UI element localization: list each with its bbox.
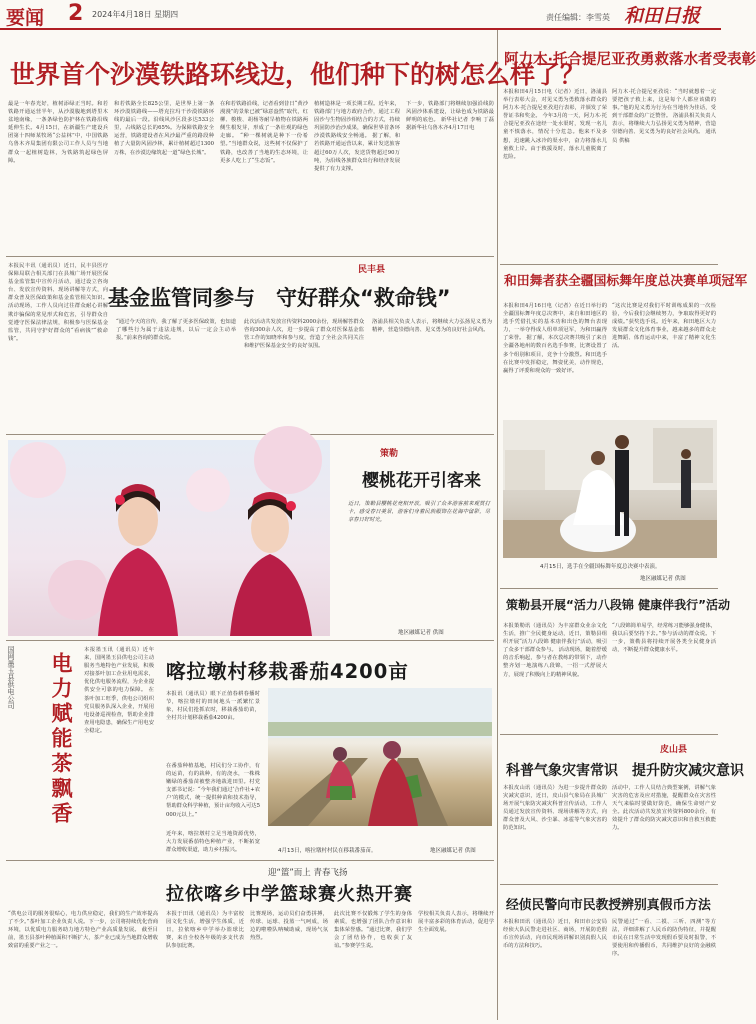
editor-credit: 责任编辑：李雪英 xyxy=(546,13,610,22)
a9-col1: 本报墨玉讯（通讯员）近年来，国网墨玉县供电公司主动服务当地特色产业发展，积极对接茶叶加工企业用电需求，优化供电服务流程，为企业提供安全可靠的电力保障。 在茶叶加工旺季，供电公司组织党员服务队深入企业，开展用电设备巡视检查，帮助企业排查用电隐患，确保生产用电安全稳定。 xyxy=(84,647,154,734)
a7-col1: 本报皮山讯（通讯员）为进一步提升群众防灾减灾意识，近日，皮山县气象局在县城广场开展气象防灾减灾科普宣传活动，工作人员通过发放宣传资料、现场讲解等方式，向群众普及大风、沙尘暴、冰雹等气象灾害的防范知识。 xyxy=(503,785,607,832)
a11-col4: 学校相关负责人表示，将继续开展丰富多彩的体育活动，促进学生全面发展。 xyxy=(418,911,494,934)
a3-col1: 本报和田4月16日电（记者）在近日举行的全疆国标舞年度总决赛中，来自和田地区的选手凭借扎实的基本功和出色的舞台表现力，一举夺得成人组单项冠军，为和田赢得了荣誉。 据了解，本次总决赛共吸引了来自全疆各地州的数百名选手参赛，比赛设置了多个组别和项目，竞争十分激烈。和田选手在比赛中发挥稳定，舞姿优美，动作规范，赢得了评委和观众的一致好评。 xyxy=(503,303,607,374)
column-divider-main xyxy=(497,30,498,1020)
a3-caption: 4月15日，选手在全疆国标舞年度总决赛中表演。 xyxy=(540,564,661,570)
divider-2 xyxy=(6,434,494,435)
a4-col3: 此次活动共发放宣传资料2000余份，现场解答群众咨询300余人次，进一步提高了群众对医保基金监管工作的知晓率和参与度，营造了全社会共同关注和维护医保基金安全的良好氛围。 xyxy=(244,319,364,350)
a9-vertical-title: 电力赋能茶飘香 xyxy=(49,652,73,827)
a8-col2: 民警通过“一看、二摸、三听、四测”等方法，详细讲解了人民币的防伪特征，并提醒市民在日常生活中发现假币要及时报警，不要使用和传播假币，共同维护良好的金融秩序。 xyxy=(612,919,716,958)
a1-source: 新华社记者 李响 丁磊 据新华社乌鲁木齐4月17日电 xyxy=(406,117,494,132)
a11-title: 拉依喀乡中学篮球赛火热开赛 xyxy=(166,884,413,905)
a7-county-label: 皮山县 xyxy=(660,745,688,755)
a5-title: 樱桃花开引客来 xyxy=(362,471,481,491)
a4-col2: “通过今天的宣传，我了解了更多医保政策，也知道了哪些行为属于违法违规，以后一定会主动举报。”前来咨询的群众说。 xyxy=(116,319,236,342)
a5-credit: 地区融媒记者 供图 xyxy=(398,630,444,636)
page-header xyxy=(0,0,721,30)
a6-title: 策勒县开展“活力八段锦 健康伴我行”活动 xyxy=(506,598,730,612)
a5-county-label: 策勒 xyxy=(380,449,399,459)
a1-col1: 最是一年春光好，植树添绿正当时。和若铁路开通运营半年，从沙漠腹地到塔里木盆地南缘，一条条绿色防护林在铁路沿线延伸生长。4月15日，在新疆生产建设兵团第十四师某牧场“公益林”中，中国铁路乌鲁木齐局集团有限公司工作人员与当地群众一起植树造林，为铁路筑起绿色屏障。 xyxy=(8,101,108,164)
a11-col2: 比赛现场，运动员们奋勇拼搏，传球、运球、投篮一气呵成，场边的啦啦队呐喊助威，现场气氛热烈。 xyxy=(250,911,328,942)
divider-4 xyxy=(6,860,494,861)
a1-col4: 植树造林是一项长期工程。近年来，铁路部门与地方政府合作，通过工程固沙与生物固沙相结合的方式，持续巩固防沙治沙成果，确保世界首条环沙漠铁路线安全畅通。 据了解，和若铁路开通运营以来，累计发送旅客超过60万人次，发送货物超过90万吨，为沿线各族群众出行和经济发展提供了有力支撑。 xyxy=(314,101,400,172)
a11-col3: 此次比赛不仅锻炼了学生的身体素质，也增强了团队合作意识和集体荣誉感。“通过比赛，我们学会了团结协作，也收获了友谊。”参赛学生说。 xyxy=(334,911,412,950)
a3-dance-photo xyxy=(503,420,717,558)
a10-title: 喀拉墩村移栽番茄4200亩 xyxy=(166,660,409,683)
cherry-blossom-illustration xyxy=(8,440,330,636)
dancers-illustration xyxy=(503,420,717,558)
a4-col4: 洛浦县相关负责人表示，将继续大力弘扬见义勇为精神，营造崇德向善、见义勇为的良好社会风尚。 xyxy=(372,319,492,334)
a5-cherry-photo xyxy=(8,440,330,636)
a2-col2: 阿力木·托合提尼亚孜说：“当时就想着一定要把孩子救上来，这是每个人都应该做的事。”他的见义勇为行为在当地传为佳话，受到干部群众的广泛赞誉。 洛浦县相关负责人表示，将继续大力弘扬见义勇为精神，营造崇德向善、见义勇为的良好社会风尚。 通讯员 供稿 xyxy=(612,89,716,144)
a9-sidebar-org: 国网墨玉县供电公司 xyxy=(7,646,15,709)
divider-r4 xyxy=(500,884,718,885)
a1-title: 世界首个沙漠铁路环线边，他们种下的树怎么样了？ xyxy=(10,60,586,89)
a10-col1: 本报讯（通讯员）眼下正值春耕春播时节，喀拉墩村的田间地头一派繁忙景象，村民们抢抓农时，移栽番茄幼苗，全村共计划移栽番茄4200亩。 xyxy=(166,691,260,722)
tomato-planting-illustration xyxy=(268,688,492,826)
a11-kicker: 迎“篮”而上 青春飞扬 xyxy=(268,868,348,878)
a3-col2: “这次比赛是对我们平时训练成果的一次检验，今后我们会继续努力，争取取得更好的成绩。”获奖选手说。近年来，和田地区大力发展群众文化体育事业，越来越多的群众走进舞蹈、体育运动中来，丰富了精神文化生活。 xyxy=(612,303,716,350)
divider-r2 xyxy=(500,588,718,589)
a4-county-label: 民丰县 xyxy=(358,265,386,275)
a1-col5: 下一步，铁路部门将继续加强沿线防风固沙体系建设，让绿色成为铁路最鲜明的底色。 新华社记者 李响 丁磊 据新华社乌鲁木齐4月17日电 xyxy=(406,101,494,132)
a7-col2: 活动中，工作人员结合典型案例，讲解气象灾害的危害及应对措施，提醒群众在灾害性天气来临时要做好防范，确保生命财产安全。此次活动共发放宣传资料800余份，有效提升了群众的防灾减灾意识和自救互救能力。 xyxy=(612,785,716,832)
a2-title: 阿力木·托合提尼亚孜勇救落水者受表彰 xyxy=(504,52,756,68)
issue-date: 2024年4月18日 星期四 xyxy=(92,10,179,19)
a7-title: 科普气象灾害常识 提升防灾减灾意识 xyxy=(506,763,744,779)
divider-1 xyxy=(6,256,494,257)
a8-title: 经侦民警向市民教授辨别真假币方法 xyxy=(506,898,711,913)
a4-title: 基金监管同参与 守好群众“救命钱” xyxy=(108,286,451,310)
a3-credit: 地区融媒记者 供图 xyxy=(640,576,686,582)
a8-col1: 本报和田讯（通讯员）近日，和田市公安局经侦大队民警走进社区、商场，开展防范假币宣传活动，向市民现场讲解识别真假人民币的方法和技巧。 xyxy=(503,919,607,950)
a5-description: 近日，策勒县樱桃花竞相开放，吸引了众多游客前来观赏打卡，感受春日美景，游客们身着民族服饰在花海中留影，尽享春日好时光。 xyxy=(348,501,490,524)
a10-col2: 近年来，喀拉墩村立足当地资源优势，大力发展番茄特色种植产业，不断拓宽群众增收渠道，助力乡村振兴。 xyxy=(166,831,260,854)
divider-r1 xyxy=(500,264,718,265)
newspaper-logo: 和田日报 xyxy=(624,5,701,27)
a11-col1: 本报于田讯（通讯员）为丰富校园文化生活，增强学生体质，近日，拉依喀乡中学举办篮球比赛，来自全校各年级的多支代表队参加比赛。 xyxy=(166,911,244,950)
a10-tomato-photo xyxy=(268,688,492,826)
page-number: 2 xyxy=(68,1,84,26)
a2-col1: 本报和田4月15日电（记者）近日，洛浦县举行表彰大会，对见义勇为勇救落水群众的阿力木·托合提尼亚孜进行表彰，并颁发了荣誉证书和奖金。 今年3月的一天，阿力木·托合提尼亚孜在途经一处水渠时，发现一名儿童不慎落水，情况十分危急。他来不及多想，迅速跳入冰冷的渠水中，奋力将落水儿童救上岸。由于救援及时，落水儿童脱离了危险。 xyxy=(503,89,607,160)
a1-col3: 在和若铁路沿线，记者看到昔日“黄沙漫漫”的景象已被“绿意盎然”取代，红柳、梭梭、胡杨等耐旱植物在铁路两侧生根发芽，形成了一条壮观的绿色走廊。 “种一棵树就是种下一份希望。”当地群众说，这些树不仅保护了铁路，也改善了当地的生态环境，让更多人吃上了“生态饭”。 xyxy=(220,101,308,164)
divider-3 xyxy=(6,640,494,641)
a6-col1: 本报策勒讯（通讯员）为丰富群众业余文化生活，推广全民健身运动，近日，策勒县组织开展“活力八段锦 健康伴我行”活动，吸引了众多干部群众参与。 活动现场，随着舒缓的音乐响起，参与者在教练的带领下，动作整齐划一地演练八段锦，一招一式舒展大方，展现了积极向上的精神风貌。 xyxy=(503,623,607,678)
a10-credit: 地区融媒记者 供图 xyxy=(430,848,476,854)
divider-r3 xyxy=(500,734,718,735)
a3-title: 和田舞者获全疆国标舞年度总决赛单项冠军 xyxy=(504,274,748,289)
a10-col1b: 在番茄种植基地，村民们分工协作，有的运苗，有的栽种，有的浇水，一株株嫩绿的番茄苗被整齐地栽进田里。村党支部书记说：“今年我们通过‘合作社+农户’的模式，统一提供种苗和技术指导，帮助群众科学种植，预计亩均收入可达5000元以上。” xyxy=(166,763,260,818)
a6-col2: “八段锦简单易学，经常练习能够强身健体，我以后要坚持下去。”参与活动的群众说。下一步，策勒县将持续开展各类全民健身活动，不断提升群众健康水平。 xyxy=(612,623,716,654)
a10-caption: 4月13日，喀拉墩村村民在移栽番茄苗。 xyxy=(278,848,377,854)
section-name: 要闻 xyxy=(6,7,45,29)
a9-col2: “供电公司的服务很贴心，电力供应稳定，我们的生产效率提高了不少。”茶叶加工企业负责人说。下一步，公司将持续优化营商环境，以优质电力服务助力地方特色产业高质量发展。 截至目前，墨玉县茶叶种植面积不断扩大，茶产业已成为当地群众增收致富的重要产业之一。 xyxy=(8,911,158,950)
a1-col2: 和若铁路全长825公里，是世界上第一条环沙漠铁路线——塔克拉玛干沙漠铁路环线的最后一段。沿线风沙区段多达533公里，占线路总长的65%。为保障铁路安全运营，铁路建设者在风沙最严重的路段种植了大量防风固沙林，累计植树超过1300万株，在沙漠边缘筑起一道“绿色长城”。 xyxy=(114,101,214,156)
a4-col1: 本报民丰讯（通讯员）近日，民丰县医疗保障局联合相关部门在县城广场开展医保基金监管集中宣传月活动，通过设立咨询台、发放宣传资料、现场讲解等方式，向群众普及医保政策和基金监管相关知识。 活动现场，工作人员向过往群众耐心讲解欺诈骗保的常见形式和危害，引导群众自觉遵守医保法律法规，积极参与医保基金监管，共同守护好群众的“看病钱”“救命钱”。 xyxy=(8,263,108,342)
